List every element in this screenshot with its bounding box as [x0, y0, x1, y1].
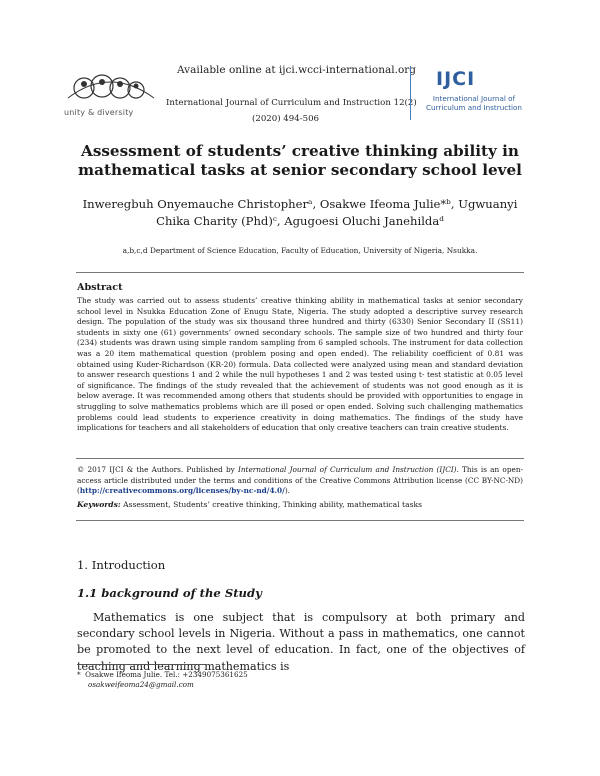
logo-caption: unity & diversity	[64, 108, 134, 117]
footnote-rule	[77, 664, 205, 665]
license-link[interactable]: http://creativecommons.org/licenses/by-nc-nd/4.0/	[79, 486, 285, 496]
abstract-bottom-rule	[76, 458, 524, 459]
author-list: Inweregbuh Onyemauche Christopherᵃ, Osakwe Ifeoma Julie*ᵇ, Ugwuanyi Chika Charity (Phd)ᶜ, Agugoesi Oluchi Janehildaᵈ	[82, 197, 518, 228]
footnote-marker: *	[77, 670, 81, 679]
abstract-heading: Abstract	[77, 282, 123, 293]
journal-citation: International Journal of Curriculum and Instruction 12(2)	[166, 98, 417, 108]
affiliation: a,b,c,d Department of Science Education, Faculty of Education, University of Nigeria, Nsukka.	[122, 246, 478, 255]
copyright-license-text: . This is an open-access article distributed under the terms and conditions of the Creative Commons Attribution license (CC BY-NC-ND) (	[77, 465, 523, 496]
paper-title: Assessment of students’ creative thinking ability in mathematical tasks at senior secondary school level	[78, 142, 522, 179]
journal-pages: (2020) 494-506	[252, 114, 320, 124]
copyright-suffix: ).	[284, 486, 290, 496]
copyright-notice	[77, 465, 523, 497]
keywords-line	[77, 500, 523, 509]
keywords-label: Keywords:	[77, 500, 121, 509]
intro-paragraph	[77, 610, 525, 675]
subsection-heading-background: 1.1 background of the Study	[77, 586, 262, 600]
ijci-acronym: IJCI	[436, 68, 476, 90]
footnote-email[interactable]: osakweifeoma24@gmail.com	[88, 680, 194, 689]
keywords-bottom-rule	[76, 520, 524, 521]
abstract-top-rule	[76, 272, 524, 273]
abstract-body: The study was carried out to assess students’ creative thinking ability in mathematical tasks at senior secondary school level in Nsukka Education Zone of Enugu State, Nigeria. The study adopted a descriptive survey research design. The population of the study was six thousand three hundred and thirty (6330) Senior Secondary II (SS11) students in sixty one (61) governments’ owned secondary schools. The sample size of two hundred and thirty four (234) students was drawn using simple random sampling from 6 sampled schools. The instrument for data collection was a 20 item mathematical question (problem posing and open ended). The reliability coefficient of 0.81 was obtained using Kuder-Richardson (KR-20) formula. Data collected were analyzed using mean and standard deviation to answer research questions 1 and 2 while the null hypotheses 1 and 2 was tested using t- test statistic at 0.05 level of significance. The findings of the study revealed that the achievement of students was not good enough as it is below average. It was recommended among others that students should be provided with opportunities to engage in struggling to solve mathematics problems which are ill posed or open ended. Solving such challenging mathematics problems could lead students to experience creativity in doing mathematics. The findings of the study have implications for teachers and all stakeholders of education that only creative teachers can train creative students.	[77, 296, 523, 433]
footnote-author	[77, 670, 248, 680]
copyright-prefix: © 2017 IJCI & the Authors. Published by	[77, 465, 238, 474]
copyright-journal: International Journal of Curriculum and Instruction (IJCI)	[237, 465, 457, 474]
footnote	[77, 670, 248, 690]
intro-paragraph-text: Mathematics is one subject that is compulsory at both primary and secondary school levels in Nigeria. Without a pass in mathematics, one cannot be promoted to the next level of education. In fact, one of the objectives of teaching and learning mathematics is	[77, 611, 525, 673]
footnote-author-name: Osakwe Ifeoma Julie. Tel.: +2349075361625	[85, 670, 248, 679]
section-heading-introduction: 1. Introduction	[77, 558, 166, 572]
keywords-text: Assessment, Students’ creative thinking, Thinking ability, mathematical tasks	[120, 500, 423, 509]
available-online: Available online at ijci.wcci-international.org	[177, 64, 417, 76]
ijci-full-name: International Journal of Curriculum and Instruction	[426, 94, 522, 112]
